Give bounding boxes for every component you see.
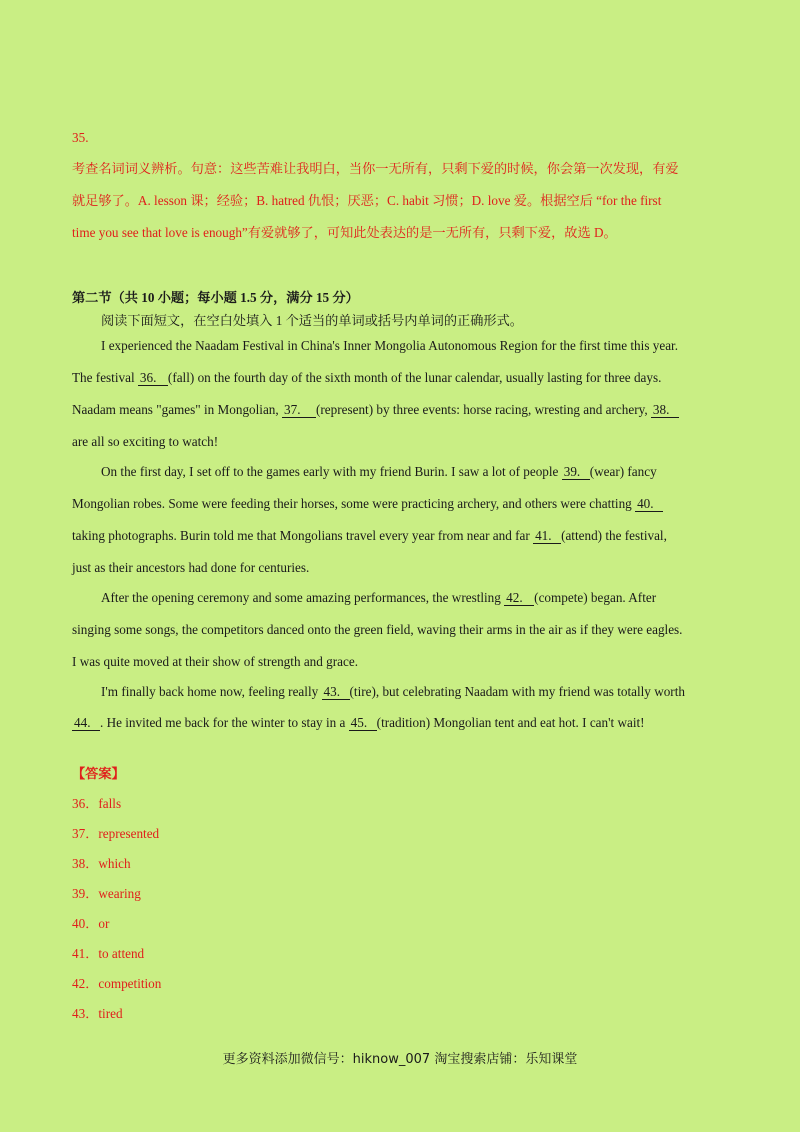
passage-text: (compete) began. After [534,590,657,605]
passage-text: (represent) by three events: horse racing, wresting and archery, [316,402,651,417]
passage-text: I'm finally back home now, feeling really [101,684,322,699]
passage-text: (wear) fancy [589,464,657,479]
answer-item: 41．to attend [72,946,145,961]
passage-text: After the opening ceremony and some amazing performances, the wrestling [101,590,505,605]
passage-line-10: singing some songs, the competitors danced onto the green field, waving their arms in the air as if they were eagles. [72,622,683,637]
section-instruction: 阅读下面短文，在空白处填入 1 个适当的单词或括号内单词的正确形式。 [101,313,523,328]
answer-item: 42．competition [72,976,162,991]
q35-explanation-line-1: 考查名词词义辨析。句意：这些苦难让我明白，当你一无所有，只剩下爱的时候，你会第一次发现，有爱 [72,161,679,176]
passage-line-4: are all so exciting to watch! [72,434,219,449]
passage-text: . He invited me back for the winter to stay in a [100,715,349,730]
passage-text: (fall) on the fourth day of the sixth month of the lunar calendar, usually lasting for three days. [167,370,662,385]
passage-text: Mongolian robes. Some were feeding their horses, some were practicing archery, and others were chatting [72,496,636,511]
blank-36: 36. [138,370,168,386]
answer-item: 38．which [72,856,131,871]
passage-line-3 [72,402,732,418]
passage-line-12 [101,684,731,700]
passage-line-11: I was quite moved at their show of strength and grace. [72,654,359,669]
passage-text: Naadam means "games" in Mongolian, [72,402,282,417]
section-heading: 第二节（共 10 小题；每小题 1.5 分，满分 15 分） [72,290,359,305]
passage-text: (tire), but celebrating Naadam with my friend was totally worth [349,684,685,699]
answers-heading: 【答案】 [72,766,125,781]
blank-37: 37. [282,402,316,418]
q35-explanation-line-3: time you see that love is enough”有爱就够了，可知此处表达的是一无所有，只剩下爱，故选 D。 [72,225,617,240]
q35-number: 35. [72,130,89,145]
passage-text: (attend) the festival, [561,528,667,543]
passage-line-5 [101,464,731,480]
passage-line-2 [72,370,732,386]
blank-42: 42. [504,590,534,606]
answer-item: 37．represented [72,826,160,841]
blank-39: 39. [562,464,590,480]
passage-text: (tradition) Mongolian tent and eat hot. I can't wait! [376,715,645,730]
page-footer: 更多资料添加微信号：hiknow_007 淘宝搜索店铺：乐知课堂 [222,1052,578,1067]
answer-item: 40．or [72,916,110,931]
answer-item: 36．falls [72,796,122,811]
passage-line-1: I experienced the Naadam Festival in China's Inner Mongolia Autonomous Region for the first time this year. [101,338,679,353]
blank-45: 45. [349,715,377,731]
passage-line-9 [101,590,731,606]
answer-item: 39．wearing [72,886,141,901]
q35-explanation-line-2: 就足够了。A. lesson 课；经验；B. hatred 仇恨；厌恶；C. habit 习惯；D. love 爱。根据空后 “for the first [72,193,662,208]
blank-38: 38. [651,402,679,418]
blank-40: 40. [635,496,663,512]
passage-line-8: just as their ancestors had done for centuries. [72,560,310,575]
blank-43: 43. [322,684,350,700]
blank-44: 44. [72,715,100,731]
passage-line-13 [72,715,732,731]
passage-text: The festival [72,370,138,385]
blank-41: 41. [533,528,561,544]
passage-line-6 [72,496,732,512]
passage-text: On the first day, I set off to the games early with my friend Burin. I saw a lot of people [101,464,562,479]
passage-text: taking photographs. Burin told me that Mongolians travel every year from near and far [72,528,534,543]
passage-line-7 [72,528,732,544]
answer-item: 43．tired [72,1006,123,1021]
